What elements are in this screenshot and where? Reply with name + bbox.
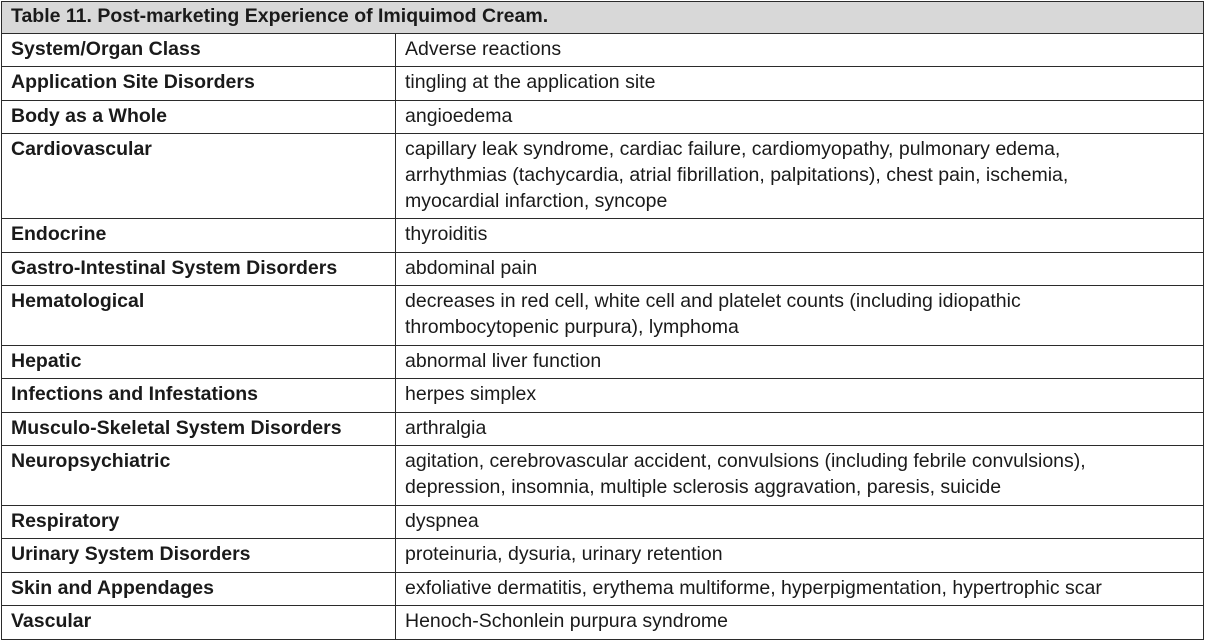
- organ-class-cell: Gastro-Intestinal System Disorders: [2, 252, 396, 286]
- adverse-reactions-cell: [396, 252, 1204, 286]
- reaction-line: thyroiditis: [405, 223, 488, 246]
- table-row: [2, 539, 1204, 573]
- caption-row: [2, 2, 1204, 34]
- reaction-line: thrombocytopenic purpura), lymphoma: [405, 315, 739, 338]
- organ-class-cell: Body as a Whole: [2, 100, 396, 134]
- reaction-line: agitation, cerebrovascular accident, convulsions (including febrile convulsions),: [405, 450, 1086, 473]
- adverse-reactions-cell: [396, 379, 1204, 413]
- adverse-reactions-cell: [396, 505, 1204, 539]
- adverse-reactions-table: [1, 1, 1204, 640]
- reaction-line: dyspnea: [405, 509, 479, 532]
- adverse-reactions-cell: [396, 219, 1204, 253]
- reaction-line: herpes simplex: [405, 383, 537, 406]
- reaction-line: capillary leak syndrome, cardiac failure, cardiomyopathy, pulmonary edema,: [405, 138, 1061, 161]
- reaction-line: tingling at the application site: [405, 71, 656, 94]
- adverse-reactions-cell: [396, 412, 1204, 446]
- reaction-line: exfoliative dermatitis, erythema multiforme, hyperpigmentation, hypertrophic scar: [405, 576, 1102, 599]
- table-row: [2, 345, 1204, 379]
- table-row: [2, 446, 1204, 505]
- organ-class-cell: Skin and Appendages: [2, 572, 396, 606]
- reaction-line: decreases in red cell, white cell and platelet counts (including idiopathic: [405, 290, 1021, 313]
- table-row: [2, 252, 1204, 286]
- adverse-reactions-cell: [396, 100, 1204, 134]
- organ-class-cell: Urinary System Disorders: [2, 539, 396, 573]
- adverse-reactions-cell: [396, 539, 1204, 573]
- reaction-line: angioedema: [405, 104, 513, 127]
- adverse-reactions-cell: [396, 286, 1204, 345]
- reaction-line: arrhythmias (tachycardia, atrial fibrillation, palpitations), chest pain, ischemia,: [405, 163, 1069, 186]
- adverse-reactions-table-container: [1, 1, 1203, 640]
- table-row: [2, 572, 1204, 606]
- organ-class-cell: Neuropsychiatric: [2, 446, 396, 505]
- reaction-line: arthralgia: [405, 416, 487, 439]
- reaction-line: abdominal pain: [405, 256, 538, 279]
- column-header-organ-class: System/Organ Class: [2, 33, 396, 67]
- table-body: [2, 33, 1204, 639]
- table-row: [2, 67, 1204, 101]
- table-row: [2, 219, 1204, 253]
- organ-class-cell: Infections and Infestations: [2, 379, 396, 413]
- reaction-line: myocardial infarction, syncope: [405, 189, 668, 212]
- organ-class-cell: Vascular: [2, 606, 396, 640]
- reaction-line: depression, insomnia, multiple sclerosis aggravation, paresis, suicide: [405, 475, 1002, 498]
- adverse-reactions-cell: [396, 572, 1204, 606]
- organ-class-cell: Musculo-Skeletal System Disorders: [2, 412, 396, 446]
- table-row: [2, 100, 1204, 134]
- table-caption: Table 11. Post-marketing Experience of Imiquimod Cream.: [2, 2, 1204, 34]
- table-row: [2, 286, 1204, 345]
- column-header-row: [2, 33, 1204, 67]
- table-row: [2, 379, 1204, 413]
- table-row: [2, 505, 1204, 539]
- table-row: [2, 606, 1204, 640]
- reaction-line: Henoch-Schonlein purpura syndrome: [405, 610, 729, 633]
- organ-class-cell: Endocrine: [2, 219, 396, 253]
- table-row: [2, 134, 1204, 219]
- column-header-adverse-reactions: Adverse reactions: [396, 33, 1204, 67]
- reaction-line: proteinuria, dysuria, urinary retention: [405, 543, 723, 566]
- organ-class-cell: Hepatic: [2, 345, 396, 379]
- adverse-reactions-cell: [396, 446, 1204, 505]
- organ-class-cell: Application Site Disorders: [2, 67, 396, 101]
- organ-class-cell: Cardiovascular: [2, 134, 396, 219]
- reaction-line: abnormal liver function: [405, 349, 602, 372]
- adverse-reactions-cell: [396, 345, 1204, 379]
- organ-class-cell: Respiratory: [2, 505, 396, 539]
- adverse-reactions-cell: [396, 67, 1204, 101]
- adverse-reactions-cell: [396, 134, 1204, 219]
- table-row: [2, 412, 1204, 446]
- organ-class-cell: Hematological: [2, 286, 396, 345]
- adverse-reactions-cell: [396, 606, 1204, 640]
